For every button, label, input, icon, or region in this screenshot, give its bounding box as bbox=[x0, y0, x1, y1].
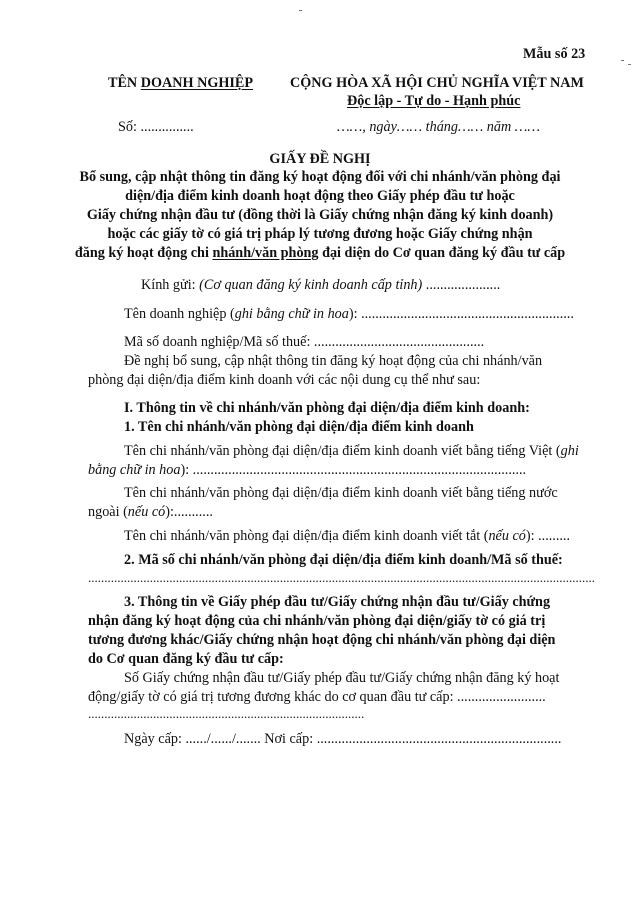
item-3-heading-line-4: do Cơ quan đăng ký đầu tư cấp: bbox=[88, 651, 284, 667]
foreign-name-line-1: Tên chi nhánh/văn phòng đại diện/địa điểm kinh doanh viết bằng tiếng nước bbox=[124, 485, 558, 501]
item-3-heading-line-2: nhận đăng ký hoạt động của chi nhánh/văn phòng đại diện/giấy tờ có giá trị bbox=[88, 613, 546, 629]
vn-name-italic-2: bằng chữ in hoa bbox=[88, 462, 181, 478]
recipient-authority: (Cơ quan đăng ký kinh doanh cấp tỉnh) bbox=[199, 277, 423, 293]
item-3-heading-line-3: tương đương khác/Giấy chứng nhận hoạt động chi nhánh/văn phòng đại diện bbox=[88, 632, 556, 648]
vn-name-italic-1: ghi bbox=[560, 443, 579, 459]
request-line-1: Đề nghị bổ sung, cập nhật thông tin đăng ký hoạt động của chi nhánh/văn bbox=[124, 353, 543, 369]
document-title: GIẤY ĐỀ NGHỊ bbox=[269, 151, 371, 167]
company-name-header bbox=[108, 74, 253, 92]
item-3-heading-line-1: 3. Thông tin về Giấy phép đầu tư/Giấy chứng nhận đầu tư/Giấy chứng bbox=[124, 594, 551, 610]
issue-line: Ngày cấp: ....../....../....... Nơi cấp: ..................................................................... bbox=[124, 731, 562, 747]
title-line-1: Bổ sung, cập nhật thông tin đăng ký hoạt động đối với chi nhánh/văn phòng đại bbox=[79, 169, 561, 185]
scan-speck bbox=[628, 64, 631, 65]
recipient-prefix: Kính gửi: bbox=[141, 277, 200, 293]
document-number: Số: ............... bbox=[118, 119, 194, 135]
request-line-2: phòng đại diện/địa điểm kinh doanh với các nội dung cụ thể như sau: bbox=[88, 372, 481, 388]
item-2-heading: 2. Mã số chi nhánh/văn phòng đại diện/địa điểm kinh doanh/Mã số thuế: bbox=[124, 552, 563, 568]
company-name-suffix: ): ............................................................ bbox=[348, 306, 574, 322]
foreign-name-line-2 bbox=[88, 503, 213, 521]
title-line-4: hoặc các giấy tờ có giá trị pháp lý tương đương hoặc Giấy chứng nhận bbox=[107, 226, 533, 242]
cert-line-1: Số Giấy chứng nhận đầu tư/Giấy phép đầu tư/Giấy chứng nhận đăng ký hoạt bbox=[124, 670, 560, 686]
title-line-5-pre: đăng ký hoạt động chi bbox=[74, 245, 213, 261]
vn-name-line-2 bbox=[88, 461, 526, 479]
company-underlined: DOANH NGHIỆP bbox=[140, 75, 254, 91]
item-1-heading: 1. Tên chi nhánh/văn phòng đại diện/địa điểm kinh doanh bbox=[124, 419, 474, 435]
date-line: ……, ngày…… tháng…… năm …… bbox=[337, 119, 540, 135]
abbr-name-italic: nếu có bbox=[488, 528, 526, 544]
company-name-hint: ghi bằng chữ in hoa bbox=[234, 306, 349, 322]
company-prefix: TÊN bbox=[108, 75, 141, 91]
title-line-5-underlined: nhánh/văn phòng bbox=[212, 245, 319, 261]
section-1-heading: I. Thông tin về chi nhánh/văn phòng đại diện/địa điểm kinh doanh: bbox=[124, 400, 530, 416]
recipient-line bbox=[141, 276, 500, 294]
country-name: CỘNG HÒA XÃ HỘI CHỦ NGHĨA VIỆT NAM bbox=[290, 75, 584, 91]
company-name-line bbox=[124, 305, 574, 323]
vn-name-dots: ): .............................................................................................. bbox=[180, 462, 527, 478]
title-line-2: diện/địa điểm kinh doanh hoạt động theo Giấy phép đầu tư hoặc bbox=[125, 188, 515, 204]
title-line-5-post: đại diện do Cơ quan đăng ký đầu tư cấp bbox=[318, 245, 566, 261]
scan-speck bbox=[299, 10, 302, 11]
form-number: Mẫu số 23 bbox=[523, 46, 586, 62]
national-motto: Độc lập - Tự do - Hạnh phúc bbox=[347, 93, 521, 109]
recipient-dots: ..................... bbox=[422, 277, 501, 293]
cert-line-2: động/giấy tờ có giá trị tương đương khác do cơ quan đầu tư cấp: ......................... bbox=[88, 689, 546, 705]
company-name-prefix: Tên doanh nghiệp ( bbox=[124, 306, 235, 322]
foreign-name-dots: ):........... bbox=[165, 504, 213, 520]
foreign-name-italic: nếu có bbox=[127, 504, 166, 520]
title-line-3: Giấy chứng nhận đầu tư (đồng thời là Giấy chứng nhận đăng ký kinh doanh) bbox=[86, 207, 554, 223]
foreign-name-pre: ngoài ( bbox=[88, 504, 128, 520]
abbr-name-pre: Tên chi nhánh/văn phòng đại diện/địa điểm kinh doanh viết tắt ( bbox=[124, 528, 489, 544]
abbr-name-line bbox=[124, 527, 570, 545]
abbr-name-dots: ): ......... bbox=[525, 528, 571, 544]
scan-speck bbox=[621, 60, 624, 61]
item-2-dots: ............................................................................................................................................................ bbox=[88, 570, 595, 585]
tax-code-line: Mã số doanh nghiệp/Mã số thuế: ................................................ bbox=[124, 334, 485, 350]
vn-name-pre: Tên chi nhánh/văn phòng đại diện/địa điểm kinh doanh viết bằng tiếng Việt ( bbox=[124, 443, 561, 459]
cert-line-3: ..................................................................................... bbox=[88, 706, 365, 721]
title-line-5 bbox=[0, 244, 640, 262]
vn-name-line-1 bbox=[124, 442, 579, 460]
